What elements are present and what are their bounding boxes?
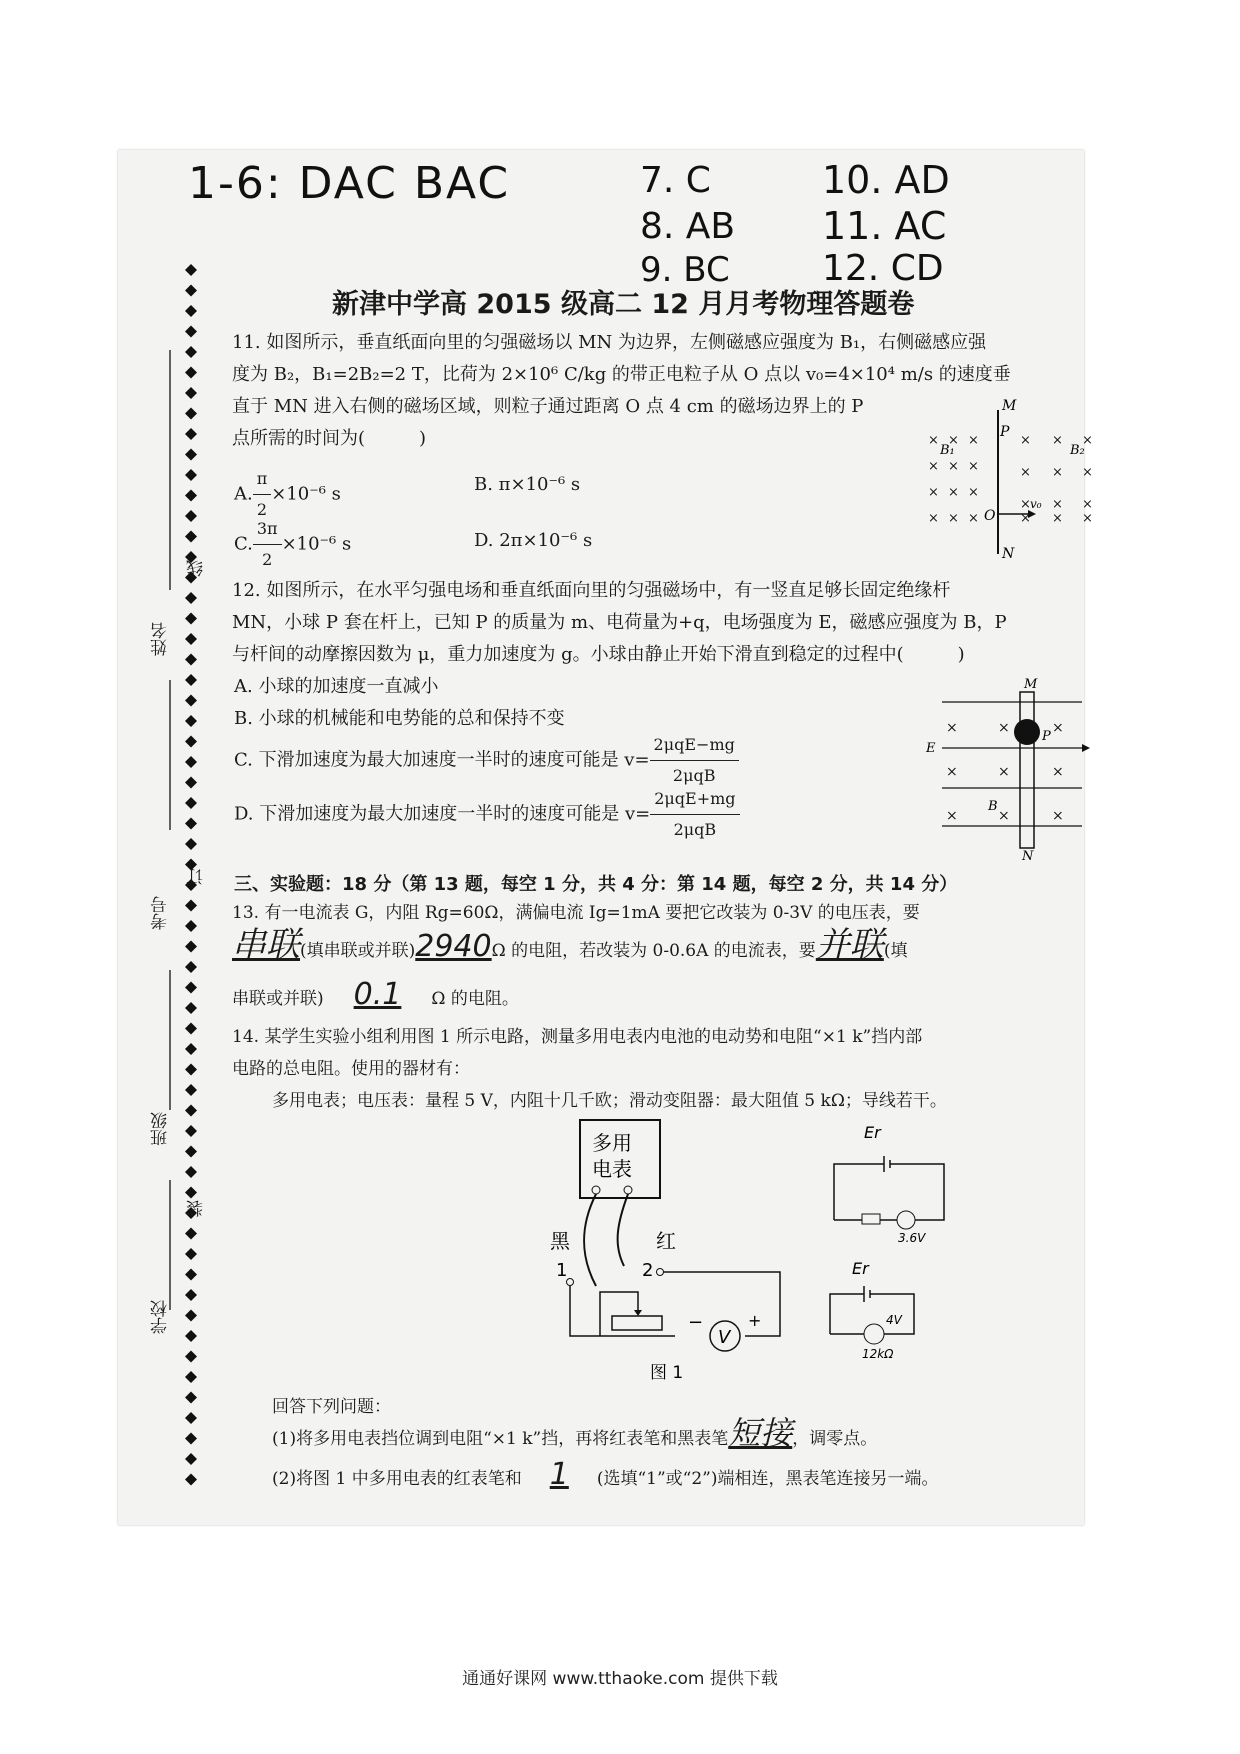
field-cross: × <box>968 485 979 500</box>
handwritten-answers-1-6: 1-6: DAC BAC <box>188 158 511 209</box>
q11-option-c-den: 2 <box>262 550 273 569</box>
margin-school: 学校 <box>151 1300 171 1334</box>
field-cross: × <box>1020 465 1031 480</box>
margin-diamond <box>185 1064 197 1076</box>
field-cross: × <box>1052 465 1063 480</box>
margin-class: 班级 <box>151 1112 171 1146</box>
margin-diamond <box>185 1105 197 1117</box>
margin-diamond <box>185 326 197 338</box>
margin-diamond <box>185 900 197 912</box>
field-cross: × <box>946 764 958 780</box>
margin-diamond <box>185 941 197 953</box>
q12-rod-figure <box>922 676 1092 864</box>
q14-line3: 多用电表；电压表：量程 5 V，内阻十几千欧；滑动变阻器：最大阻值 5 kΩ；导线若干。 <box>272 1091 947 1111</box>
q14-part-1-post: ，调零点。 <box>792 1429 878 1449</box>
field-cross: × <box>1082 465 1093 480</box>
q11-option-d: D. 2π×10⁻⁶ s <box>474 530 593 551</box>
q14-answer-intro: 回答下列问题： <box>272 1397 391 1417</box>
q11-option-c-fraction <box>253 514 282 575</box>
q14-part-1-pre: (1)将多用电表挡位调到电阻“×1 k”挡，再将红表笔和黑表笔 <box>272 1429 729 1449</box>
field-cross: × <box>948 433 959 448</box>
margin-diamond <box>185 1023 197 1035</box>
field-cross: × <box>1052 511 1063 526</box>
q11-line4: 点所需的时间为( ) <box>232 428 427 449</box>
margin-diamond <box>185 1453 197 1465</box>
sketch-12k: 12kΩ <box>862 1347 894 1361</box>
q12-option-c <box>234 730 739 791</box>
margin-diamond <box>185 695 197 707</box>
margin-diamond <box>185 367 197 379</box>
field-cross: × <box>1020 511 1031 526</box>
margin-diamond <box>185 777 197 789</box>
field-cross: × <box>968 459 979 474</box>
margin-exam-no: 考号 <box>151 896 171 930</box>
field-cross: × <box>1020 497 1031 512</box>
q13-answer-4: 0.1 <box>353 977 402 1012</box>
field-cross: × <box>948 459 959 474</box>
q14-fig-terminal-2: 2 <box>642 1260 654 1281</box>
q14-fig-meter-line1: 多用 <box>592 1131 632 1155</box>
handwritten-answer-12: 12. CD <box>822 248 944 289</box>
field-cross: × <box>946 808 958 824</box>
q14-part-2-post: (选填“1”或“2”)端相连，黑表笔连接另一端。 <box>596 1469 939 1489</box>
handwritten-answer-8: 8. AB <box>640 206 736 247</box>
q14-part-2 <box>272 1457 939 1494</box>
margin-diamond <box>185 510 197 522</box>
section3-heading: 三、实验题：18 分（第 13 题，每空 1 分，共 4 分：第 14 题，每空 2 分，共 14 分） <box>234 874 958 895</box>
margin-diamond <box>185 654 197 666</box>
q11-fig-label-p: P <box>1000 424 1010 440</box>
margin-diamond <box>185 592 197 604</box>
q11-option-b: B. π×10⁻⁶ s <box>474 474 581 495</box>
page-title: 新津中学高 2015 级高二 12 月月考物理答题卷 <box>332 289 915 320</box>
sketch-er-1: Er <box>864 1124 881 1142</box>
field-cross: × <box>1052 720 1064 736</box>
q11-line1: 11. 如图所示，垂直纸面向里的匀强磁场以 MN 为边界，左侧磁感应强度为 B₁，右侧磁感应强 <box>232 332 987 353</box>
q12-option-b: B. 小球的机械能和电势能的总和保持不变 <box>234 708 565 729</box>
q14-handwritten-sketches <box>824 1124 964 1364</box>
margin-line: 线 <box>187 560 207 577</box>
margin-diamond <box>185 1289 197 1301</box>
margin-diamond <box>185 1412 197 1424</box>
margin-diamond <box>185 1248 197 1260</box>
margin-diamond <box>185 1269 197 1281</box>
margin-diamond <box>185 387 197 399</box>
margin-diamond <box>185 1187 197 1199</box>
q13-line3-post: Ω 的电阻。 <box>431 989 519 1009</box>
margin-diamond <box>185 613 197 625</box>
margin-diamond <box>185 1392 197 1404</box>
q14-part-1-answer: 短接 <box>728 1414 793 1452</box>
field-cross: × <box>1052 808 1064 824</box>
margin-diamond <box>185 797 197 809</box>
q12-option-c-den: 2μqB <box>672 766 716 785</box>
q11-line2: 度为 B₂，B₁=2B₂=2 T，比荷为 2×10⁶ C/kg 的带正电粒子从 O 点以 v₀=4×10⁴ m/s 的速度垂 <box>232 364 1011 385</box>
margin-name: 姓名 <box>151 622 171 656</box>
q13-line2 <box>232 925 908 966</box>
page-footer: 通通好课网 www.tthaoke.com 提供下载 <box>462 1669 778 1689</box>
margin-diamond <box>185 674 197 686</box>
q11-option-c <box>234 514 351 575</box>
field-cross: × <box>948 511 959 526</box>
q12-option-d <box>234 784 740 845</box>
q14-fig-meter-line2: 电表 <box>592 1157 632 1181</box>
q11-line3: 直于 MN 进入右侧的磁场区域，则粒子通过距离 O 点 4 cm 的磁场边界上的 P <box>232 396 864 417</box>
field-cross: × <box>928 485 939 500</box>
field-cross: × <box>998 720 1010 736</box>
q14-fig-terminal-1: 1 <box>556 1260 568 1281</box>
margin-diamond <box>185 920 197 932</box>
field-cross: × <box>928 433 939 448</box>
margin-diamond <box>185 1351 197 1363</box>
field-cross: × <box>1052 764 1064 780</box>
q12-option-d-fraction <box>650 784 739 845</box>
margin-diamond <box>185 1228 197 1240</box>
margin-diamond <box>185 1433 197 1445</box>
field-cross: × <box>1082 511 1093 526</box>
margin-diamond <box>185 1125 197 1137</box>
q14-fig-plus: + <box>748 1311 762 1330</box>
q12-option-d-num: 2μqE+mg <box>650 784 739 815</box>
field-cross: × <box>998 764 1010 780</box>
field-cross: × <box>968 511 979 526</box>
q14-part-1 <box>272 1414 878 1454</box>
handwritten-answer-9: 9. BC <box>640 250 730 290</box>
q12-fig-label-b: B <box>988 799 998 814</box>
q14-figure-1 <box>550 1116 810 1386</box>
q13-line1: 13. 有一电流表 G，内阻 Rg=60Ω，满偏电流 Ig=1mA 要把它改装为 0-3V 的电压表，要 <box>232 903 920 923</box>
q12-option-d-den: 2μqB <box>673 820 717 839</box>
margin-diamond <box>185 469 197 481</box>
margin-diamond <box>185 1084 197 1096</box>
margin-diamond <box>185 961 197 973</box>
q12-fig-label-m: M <box>1024 677 1038 692</box>
margin-diamond <box>185 736 197 748</box>
q11-magnetic-field-figure <box>920 396 1110 566</box>
q11-fig-label-n: N <box>1002 546 1015 562</box>
q11-option-c-label: C. <box>234 533 253 555</box>
handwritten-answer-11: 11. AC <box>822 204 947 248</box>
q14-fig-voltmeter: V <box>718 1327 731 1348</box>
field-cross: × <box>948 485 959 500</box>
q11-fig-label-b1: B₁ <box>940 443 955 458</box>
q13-mid-3: (填 <box>883 941 908 961</box>
q11-option-c-unit: ×10⁻⁶ s <box>281 533 352 555</box>
q14-fig-red: 红 <box>656 1229 676 1253</box>
q14-part-2-answer: 1 <box>549 1457 569 1492</box>
sketch-er-2: Er <box>852 1259 869 1278</box>
margin-diamond <box>185 428 197 440</box>
field-cross: × <box>946 720 958 736</box>
field-cross: × <box>1082 497 1093 512</box>
q13-answer-1: 串联 <box>232 925 300 965</box>
handwritten-answer-10: 10. AD <box>822 158 950 202</box>
q11-fig-label-b2: B₂ <box>1070 443 1085 458</box>
margin-diamond <box>185 264 197 276</box>
q12-option-c-num: 2μqE−mg <box>650 730 739 761</box>
margin-bind: 装 <box>187 1200 207 1217</box>
q13-answer-3: 并联 <box>815 925 884 965</box>
q12-fig-label-e: E <box>926 741 936 756</box>
q14-fig-caption: 图 1 <box>650 1363 684 1383</box>
q11-fig-label-v0: v₀ <box>1030 497 1042 511</box>
margin-diamond <box>185 1310 197 1322</box>
margin-diamond <box>185 1330 197 1342</box>
q13-line3 <box>232 977 519 1014</box>
margin-diamond <box>185 1146 197 1158</box>
q11-option-a-den: 2 <box>256 500 268 519</box>
handwritten-answer-7: 7. C <box>640 160 711 201</box>
q12-fig-ball <box>1014 719 1040 745</box>
q12-fig-label-n: N <box>1022 849 1034 864</box>
field-cross: × <box>998 808 1010 824</box>
q13-mid-1: (填串联或并联) <box>300 941 416 961</box>
field-cross: × <box>1020 433 1031 448</box>
q11-fig-label-o: O <box>984 508 996 524</box>
binding-margin-lines <box>160 350 180 1390</box>
margin-diamond <box>185 715 197 727</box>
q14-fig-minus: − <box>688 1312 704 1333</box>
margin-diamond <box>185 982 197 994</box>
margin-diamond <box>185 346 197 358</box>
q13-answer-2: 2940 <box>415 929 492 964</box>
margin-order: 订 <box>187 868 207 885</box>
margin-diamond <box>185 490 197 502</box>
q11-option-a-label: A. <box>234 483 253 505</box>
margin-diamond <box>185 1371 197 1383</box>
margin-diamond <box>185 1043 197 1055</box>
q12-line3: 与杆间的动摩擦因数为 μ，重力加速度为 g。小球由静止开始下滑直到稳定的过程中( ) <box>232 644 965 665</box>
margin-diamond <box>185 818 197 830</box>
margin-diamond <box>185 531 197 543</box>
q12-line2: MN，小球 P 套在杆上，已知 P 的质量为 m、电荷量为+q，电场强度为 E，磁感应强度为 B，P <box>232 612 1007 633</box>
field-cross: × <box>1082 433 1093 448</box>
margin-diamond <box>185 756 197 768</box>
margin-diamond <box>185 285 197 297</box>
q14-line1: 14. 某学生实验小组利用图 1 所示电路，测量多用电表内电池的电动势和电阻“×1 k”挡内部 <box>232 1027 923 1047</box>
field-cross: × <box>928 459 939 474</box>
sketch-3-6v: 3.6V <box>898 1231 926 1245</box>
margin-diamond <box>185 1166 197 1178</box>
q12-option-c-fraction <box>650 730 739 791</box>
margin-diamond <box>185 408 197 420</box>
q11-option-c-num: 3π <box>253 514 282 545</box>
field-cross: × <box>928 511 939 526</box>
q13-mid-2: Ω 的电阻，若改装为 0-0.6A 的电流表，要 <box>491 941 816 961</box>
q11-option-a-num: π <box>253 464 272 495</box>
sketch-4v: 4V <box>886 1313 902 1327</box>
q12-line1: 12. 如图所示，在水平匀强电场和垂直纸面向里的匀强磁场中，有一竖直足够长固定绝缘杆 <box>232 580 951 601</box>
margin-diamond <box>185 305 197 317</box>
margin-diamond <box>185 633 197 645</box>
margin-diamond <box>185 449 197 461</box>
margin-diamond <box>185 1002 197 1014</box>
q12-option-c-text: C. 下滑加速度为最大加速度一半时的速度可能是 v= <box>234 749 650 771</box>
q14-line2: 电路的总电阻。使用的器材有： <box>232 1059 470 1079</box>
field-cross: × <box>1052 497 1063 512</box>
q12-option-d-text: D. 下滑加速度为最大加速度一半时的速度可能是 v= <box>234 803 651 825</box>
field-cross: × <box>968 433 979 448</box>
margin-diamond <box>185 838 197 850</box>
q14-part-2-pre: (2)将图 1 中多用电表的红表笔和 <box>272 1469 522 1489</box>
q11-option-a-unit: ×10⁻⁶ s <box>271 483 341 505</box>
margin-diamond <box>185 1474 197 1486</box>
q13-line3-pre: 串联或并联) <box>232 989 324 1009</box>
q12-fig-label-p: P <box>1042 729 1051 744</box>
field-cross: × <box>1052 433 1063 448</box>
q12-option-a: A. 小球的加速度一直减小 <box>234 676 439 697</box>
q11-fig-label-m: M <box>1002 398 1017 414</box>
q14-fig-black: 黑 <box>550 1229 570 1253</box>
